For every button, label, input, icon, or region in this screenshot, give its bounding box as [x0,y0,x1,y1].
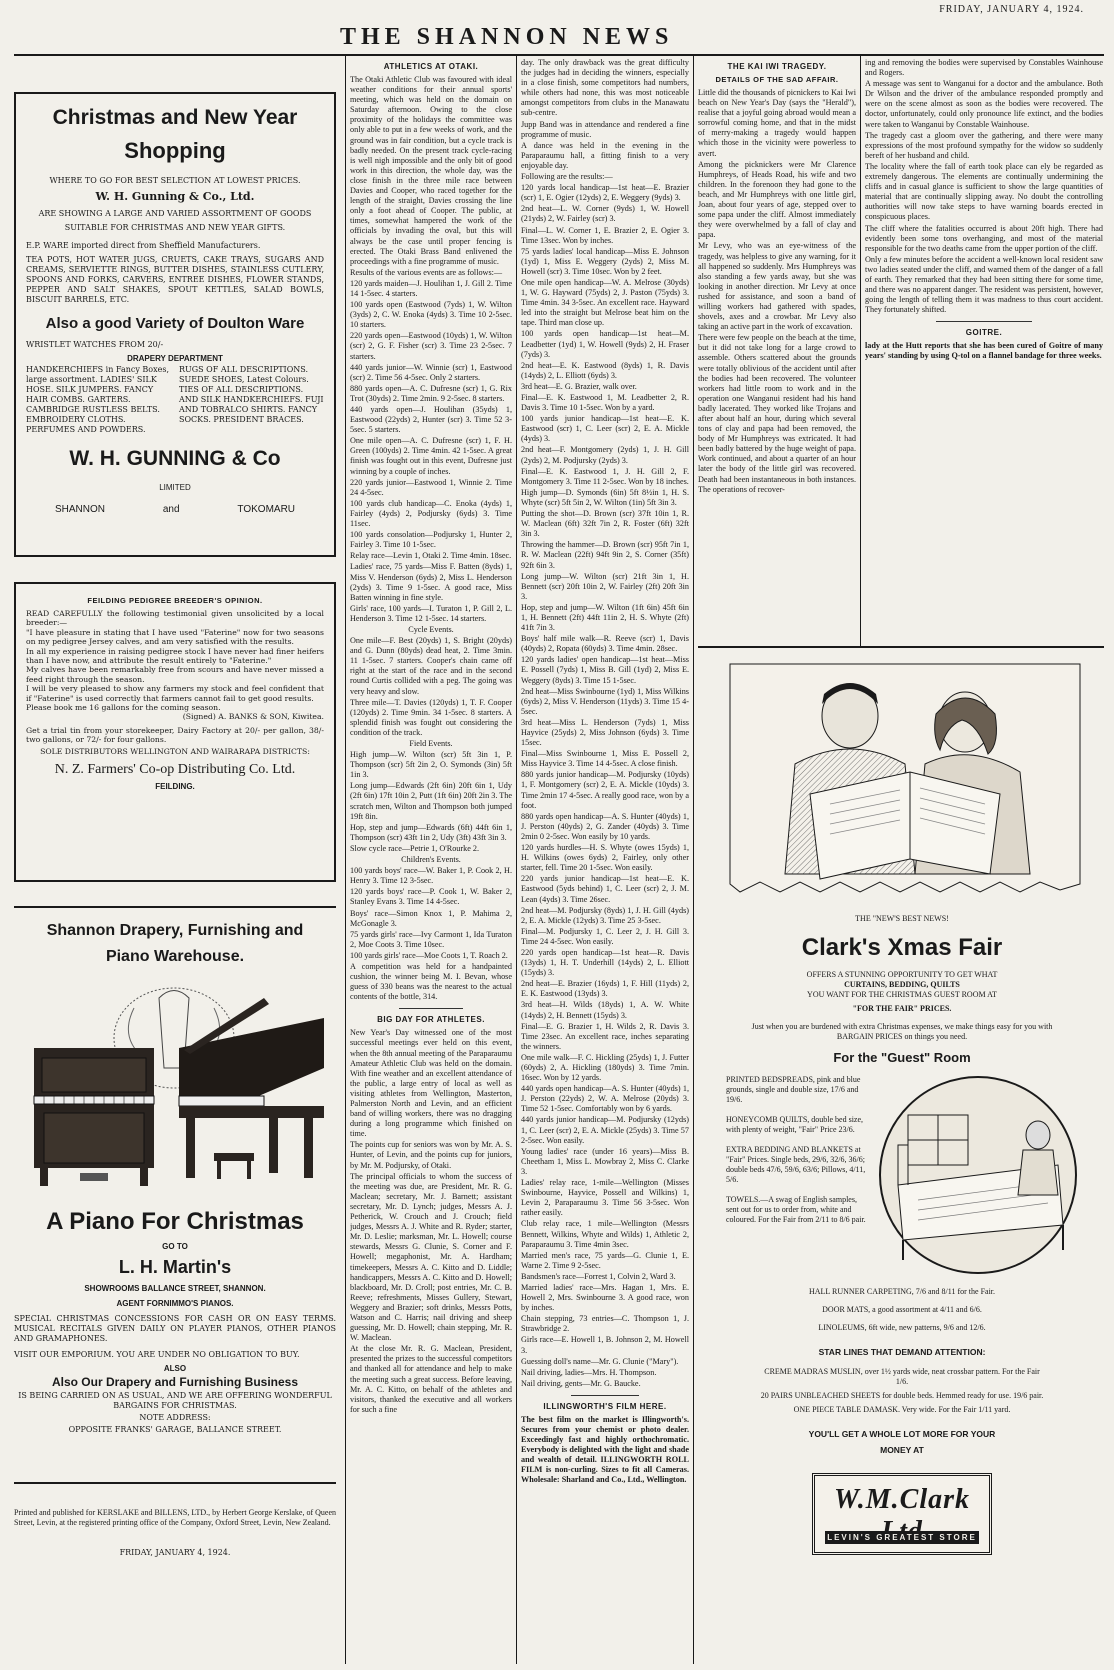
article-paragraph: 2nd heat—E. Brazier (16yds) 1, F. Hill (11yds) 2, E. K. Eastwood (13yds) 3. [521,979,689,999]
advert-text: SOLE DISTRIBUTORS WELLINGTON AND WAIRARAPA DISTRICTS: [40,746,310,756]
advert-place: FEILDING. [155,782,195,792]
article-paragraph: Final—E. K. Eastwood 1, M. Leadbetter 2, R. Davis 3. Time 10 1-5sec. Won by a yard. [521,393,689,413]
article-paragraph: day. The only drawback was the great difficulty the judges had in deciding the winners, especially in a close finish, some competitors had numbers, while others had none, this was most noticeable amongst competitors from clubs in the Manawatu sub-centre. [521,58,689,118]
article-paragraph: 220 yards junior handicap—1st heat—E. K. Eastwood (5yds behind) 1, C. Leer (scr) 2, J. M. Lean (4yds) 3. Time 26sec. [521,874,689,904]
advert-text: ARE SHOWING A LARGE AND VARIED ASSORTMENT OF GOODS [38,209,312,218]
advert-title: Piano Warehouse. [105,948,245,965]
article-athletics [350,58,512,1664]
article-paragraph: lady at the Hutt reports that she has been cured of Goitre of many years' standing by using Q-tol on a flannel bandage for three weeks. [865,341,1103,361]
article-paragraph: 100 yards boys' race—W. Baker 1, P. Cook 2, H. Henry 3. Time 12 3-5sec. [350,866,512,886]
advert-text: AGENT FORNIMMO'S PIANOS. [116,1299,234,1308]
advert-text: MONEY AT [880,1445,924,1455]
article-kai-iwi [698,58,856,630]
advert-firm: W. H. Gunning & Co., Ltd. [95,190,255,203]
article-paragraph: Married men's race, 75 yards—G. Clunie 1, E. Warne 2. Time 9 2-5sec. [521,1250,689,1270]
article-paragraph: 3rd heat—H. Wilds (18yds) 1, A. W. White (14yds) 2, H. Bennett (15yds) 3. [521,1000,689,1020]
article-headline: ILLINGWORTH'S FILM HERE. [543,1401,667,1411]
advert-piano [14,906,336,1484]
article-paragraph: 3rd heat—E. G. Brazier, walk over. [521,381,637,391]
advert-town: SHANNON [54,504,105,515]
advert-item: CREME MADRAS MUSLIN, over 1½ yards wide, neat crossbar pattern. For the Fair 1/6. [764,1367,1040,1386]
advert-guest-section [700,1075,1104,1275]
clark-logo-banner: LEVIN'S GREATEST STORE [825,1531,979,1544]
article-paragraph: 120 yards ladies' open handicap—1st heat—Miss E. Possell (7yds) 1, Miss B. Gill (1yd) 2, Miss E. Weggery (8yds) 3. Time 15 1-5sec. [521,655,689,685]
article-paragraph: Results of the various events are as follows:— [350,267,503,277]
advert-guest: For the "Guest" Room [833,1050,971,1065]
article-paragraph: The cliff where the fatalities occurred is about 20ft high. There had evidently been some tons overhanging, and most of the material responsible for the two deaths came from the upper portion of the cliff. [865,223,1103,253]
article-headline: GOITRE. [965,328,1003,338]
column-rule [345,56,346,1664]
imprint-date: FRIDAY, JANUARY 4, 1924. [119,1548,231,1557]
advert-drapery-list [26,365,324,435]
article-paragraph: 440 yards junior—W. Winnie (scr) 1, Eastwood (scr) 2. Time 56 4-5sec. Only 2 starters. [350,362,512,382]
article-paragraph: 2nd heat—E. K. Eastwood (8yds) 1, R. Davis (14yds) 2, L. Elliott (6yds) 3. [521,360,689,380]
article-paragraph: 440 yards open handicap—A. S. Hunter (40yds) 1, J. Perston (22yds) 2, W. A. Melrose (20yds) 3. Time 52 1-5sec. Comfortably won by 6 yards. [521,1084,689,1114]
advert-text: VISIT OUR EMPORIUM. YOU ARE UNDER NO OBLIGATION TO BUY. [14,1350,300,1359]
article-paragraph: The principal officials to whom the success of the meeting was due, are President, Mr. R. G. Maclean; secretary, Mr. J. Barnett; assistant secretary, Mr. D. Lynch; judges, Messrs A. J. Petherick, W. Crouch and J. Crouch; field judges, Messrs A. J. White and R. Ryder; starter, Mr. D. Leslie; marksman, Mr. L. Howell; course stewards, Messrs G. Clunie, S. Corner and F. Howell; megaphonist, Mr. A. Hardham; timekeepers, Messrs A. C. Kitto and D. Liddle; handicappers, Messrs A. C. Kitto and D. Howell; blackboard, Mr. D. Croll; post entries, Mr. C. B. Reeve; refreshments, Misses Gullery, Stewart, Weggery and Brazier; soft drinks, Messrs Potts, Watson and C. Harris; nail driving and sheep guessing, Mr. D. Howell; chain stepping, Mr. R. W. Maclean. [350,1171,512,1343]
advert-name: L. H. Martin's [118,1257,232,1277]
article-paragraph: A dance was held in the evening in the Paraparaumu hall, a fitting finish to a very enjoyable day. [521,140,689,170]
article-paragraph: There were few people on the beach at the time, but it did not take long for a large crowd to assemble. Others scattered about the grounds were totally oblivious of the accident until after the bodies had been recovered. The volunteer workers had little room to work and in the operation one Wanganui resident had his hand badly lacerated. They worked like Trojans and after about half an hour, during which several tons of clay and papa had been removed, the body of Mr Humphreys was extricated. It had been badly battered by the huge weight of papa. Work continued, and about a quarter of an hour later the body of the little girl was recovered. Death had been instantaneous in both instances. The operations of recover- [698,333,856,494]
piano-illustration [14,978,336,1198]
advert-item: 20 PAIRS UNBLEACHED SHEETS for double beds. Hemmed ready for use. 19/6 pair. [760,1391,1044,1400]
article-paragraph: Girls' race, 100 yards—I. Turaton 1, P. Gill 2, L. Henderson 3. Time 12 1-5sec. 14 starters. [350,603,512,623]
article-paragraph: 220 yards open handicap—1st heat—R. Davis (13yds) 1, H. T. Underhill (14yds) 2, L. Elliott (15yds) 3. [521,947,689,978]
article-paragraph: ing and removing the bodies were supervised by Constables Wainhouse and Rogers. [865,58,1103,78]
article-paragraph: 220 yards open—Eastwood (10yds) 1, W. Wilton (scr) 2, G. F. Fisher (scr) 3. Time 23 2-5sec. 7 starters. [350,331,512,361]
advert-text: CURTAINS, BEDDING, QUILTS [844,980,960,989]
article-paragraph: At the close Mr. R. G. Maclean, President, presented the prizes to the successful competitors and thanked all for attendance and help to make the meeting such a great success. Before leaving, Mr. A. C. Kitto, on behalf of the athletes and visitors, thanked the executive and all workers for such a fine [350,1344,512,1414]
column-rule [516,56,517,1664]
article-paragraph: One mile open—A. C. Dufresne (scr) 1, F. H. Green (100yds) 2. Time 4min. 42 1-5sec. A great finish was fought out in this event, Dufresne just winning by a couple of inches. [350,436,512,476]
article-paragraph: Ladies' race, 75 yards—Miss F. Batten (8yds) 1, Miss V. Henderson (6yds) 2, Miss L. Henderson (2yds) 3. Time 9 1-5sec. A good race, Miss Batten winning in fine style. [350,562,512,602]
article-paragraph: Following are the results:— [521,172,613,182]
masthead-date: FRIDAY, JANUARY 4, 1924. [939,4,1084,15]
article-paragraph: 100 yards open (Eastwood (7yds) 1, W. Wilton (3yds) 2, C. W. Enoka (4yds) 3. Time 10 2-5sec. 10 starters. [350,300,512,330]
advert-doulton: Also a good Variety of Doulton Ware [45,315,305,332]
advert-text: SUITABLE FOR CHRISTMAS AND NEW YEAR GIFTS. [64,223,286,232]
advert-text: "FOR THE FAIR" PRICES. [852,1004,952,1013]
article-paragraph: The Otaki Athletic Club was favoured with ideal weather conditions for their annual sports' meeting, which was held on the domain on Saturday afternoon. Owing to the close proximity of the holidays the committee was only able to put in a few weeks of work, and the ground was in fair condition, but a cycle track is badly needed. On the present track cycle-racing is well nigh impossible and the only bit of good work in this direction, the whole day, was the close finish in the three mile race between Davies and Cooper, who raced together for the length of the straight, Davies crossing the line only a foot ahead of Cooper. The public, at times, somewhat hampered the work of the officials by invading the oval, but this will always be the case until proper fencing is erected. The Otaki Brass Band enlivened the proceedings with a fine programme of music. [350,75,512,266]
article-paragraph: 440 yards junior handicap—M. Podjursky (12yds) 1, C. Leer (scr) 2, E. A. Mickle (25yds) 3. Time 57 2-5sec. Won easily. [521,1115,689,1145]
masthead [0,0,1114,50]
advert-item: DOOR MATS, a good assortment at 4/11 and 6/6. [822,1305,982,1314]
advert-text: WRISTLET WATCHES FROM 20/- [26,340,164,349]
advert-text: HANDKERCHIEFS in Fancy Boxes, large assortment. LADIES' SILK HOSE. SILK JUMPERS. FANCY HAIR COMBS. GARTERS. CAMBRIDGE RUSTLESS BELTS. EMBROIDERY CLOTHS. PERFUMES AND POWDERS. [26,365,169,434]
advert-text: TEA POTS, HOT WATER JUGS, CRUETS, CAKE TRAYS, SUGARS AND CREAMS, SERVIETTE RINGS, BUTTER DISHES, STAINLESS CUTLERY, SPOONS AND FORKS, CARVERS, ENTREE DISHES, FLOWER STANDS, PEPPER AND SALT SHAKES, SPOUT KETTLES, SALAD BOWLS, BISCUIT BARRELS, ETC. [26,255,324,304]
article-paragraph: 120 yards hurdles—H. S. Whyte (owes 15yds) 1, H. Wilkins (owes 6yds) 2, Fairley, only other starter, fell. Time 20 1-5sec. Won easily. [521,843,689,873]
advert-text: I will be very pleased to show any farmers my stock and feel confident that if "Faterine" is used correctly that farmers cannot fail to get good results. [26,684,324,703]
article-paragraph: Final—Miss Swinbourne 1, Miss E. Possell 2, Miss Hayvice 3. Time 14 4-5sec. A close finish. [521,749,689,769]
article-paragraph: 880 yards open—A. C. Dufresne (scr) 1, G. Rix Trot (30yds) 2. Time 2min. 9 2-5sec. 8 starters. [350,383,512,403]
advert-also: Also Our Drapery and Furnishing Business [51,1375,299,1389]
imprint-text: Printed and published for KERSLAKE and BILLENS, LTD., by Herbert George Kerslake, of Queen Street, Levin, at the registered printing office of the Company, Oxford Street, Levin, New Zealand. [14,1508,336,1527]
article-paragraph: 880 yards junior handicap—M. Podjursky (10yds) 1, F. Montgomery (scr) 2, E. A. Mickle (10yds) 3. Time 2min 17 4-5sec. A really good race, won by a foot. [521,770,689,810]
article-paragraph: Slow cycle race—Petrie 1, O'Rourke 2. [350,843,480,853]
article-paragraph: Boys' half mile walk—R. Reeve (scr) 1, Davis (40yds) 2, Ropata (60yds) 3. Time 4min. 28sec. [521,634,689,654]
article-paragraph: Among the picknickers were Mr Clarence Humphreys, of Heads Road, his wife and two children. In the forenoon they had gone to the beach, and Mr Humphreys with one little girl, Joan, about four years of age, stepped over to some papa under the cliff. Almost immediately they were overwhelmed by a fall of clay and papa. [698,159,856,240]
advert-town: and [162,504,180,515]
advert-towns [26,504,324,515]
advert-item: ONE PIECE TABLE DAMASK. Very wide. For the Fair 1/11 yard. [793,1405,1011,1414]
article-paragraph: Nail driving, gents—Mr. G. Baucke. [521,1378,641,1388]
advert-subhead: STAR LINES THAT DEMAND ATTENTION: [818,1347,986,1357]
masthead-rule [14,54,1104,56]
article-paragraph: Final—M. Podjursky 1, C. Leer 2, J. H. Gill 3. Time 24 4-5sec. Won easily. [521,926,689,946]
article-paragraph: 120 yards boys' race—P. Cook 1, W. Baker 2, Stanley Evans 3. Time 14 4-5sec. [350,887,512,907]
article-paragraph: One mile walk—F. C. Hickling (25yds) 1, J. Futter (60yds) 2, A. Hickling (180yds) 3. Time 7min. 16sec. Won by 12 yards. [521,1052,689,1083]
advert-text: SPECIAL CHRISTMAS CONCESSIONS FOR CASH OR ON EASY TERMS. MUSICAL RECITALS GIVEN DAILY ON PLAYER PIANOS, OTHER PIANOS AND GRAMAPHONES. [14,1314,336,1343]
article-paragraph: 100 yards girls' race—Moe Coots 1, T. Roach 2. [350,950,508,960]
advert-text: YOU'LL GET A WHOLE LOT MORE FOR YOUR [808,1429,996,1439]
article-paragraph: 100 yards open handicap—1st heat—M. Leadbetter (1yd) 1, W. Howell (9yds) 2, H. Fraser (7yds) 3. [521,329,689,359]
advert-subhead: DRAPERY DEPARTMENT [127,354,223,363]
article-paragraph: Ladies' relay race, 1-mile—Wellington (Misses Swinbourne, Hayvice, Possell and Wilkins) 1, Levin 2, Paraparaumu 3. Time 56 3-5sec. Won rather easily. [521,1178,689,1218]
article-paragraph: 2nd heat—M. Podjursky (8yds) 1, J. H. Gill (4yds) 2, E. A. Mickle (12yds) 3. Time 25 3-5sec. [521,905,689,925]
clark-logo [812,1473,992,1555]
article-headline: BIG DAY FOR ATHLETES. [377,1015,485,1025]
advert-item: TOWELS.—A swag of English samples, sent out for us to order from, white and coloured. For the Fair from 2/11 to 8/6 pair. [726,1195,866,1224]
article-paragraph: Nail driving, ladies—Mrs. H. Thompson. [521,1367,657,1377]
article-paragraph: High jump—D. Symonds (6in) 5ft 8½in 1, H. S. Whyte (scr) 5ft 5in 2, W. Wilton (1in) 5ft 3in 3. [521,487,689,507]
article-paragraph: A competition was held for a handpainted cushion, the winner being M. I. Bevan, whose guess of 330 beans was the nearest to the actual contents of the bottle, 314. [350,961,512,1002]
article-paragraph: Three mile—T. Davies (120yds) 1, T. F. Cooper (120yds) 2. Time 9min. 34 1-5sec. 8 starters. A splendid finish was fought out considering the condition of the track. [350,697,512,737]
advert-title: Clark's Xmas Fair [801,934,1003,961]
article-paragraph: The locality where the fall of earth took place can ely be regarded as extremely dangerous. The elements are continually undermining the cliffs and in casual glance is sufficient to show the large quantities of material that are continually slipping away. No doubt the controlling authorities will now take steps to have warning boards erected in conspicuous places. [865,161,1103,222]
advert-title: Shannon Drapery, Furnishing and [46,922,304,939]
article-paragraph: Hop, step and jump—Edwards (6ft) 44ft 6in 1, Thompson (scr) 43ft 1in 2, Udy (3ft) 43ft 3in 3. [350,822,512,842]
article-subhead: Field Events. [409,739,453,748]
advert-item: PRINTED BEDSPREADS, pink and blue grounds, single and double size, 17/6 and 19/6. [726,1075,861,1104]
article-paragraph: Final—L. W. Corner 1, E. Brazier 2, E. Ogier 3. Time 13sec. Won by inches. [521,225,689,245]
advert-text: Get a trial tin from your storekeeper, Dairy Factory at 20/- per gallon, 38/- two gallons, or 72/- for four gallons. [26,725,324,745]
advert-title: Christmas and New Year [52,106,298,129]
article-paragraph: Bandsmen's race—Forrest 1, Colvin 2, Ward 3. [521,1271,676,1281]
article-subhead: Cycle Events. [408,624,454,634]
article-paragraph: 75 yards ladies' local handicap—Miss E. Johnson (1yd) 1, Miss E. Weggery (2yds) 2, Miss M. Howell (scr) 3. Time 10sec. Won by 2 feet. [521,246,689,276]
advert-text: GO TO [162,1242,188,1251]
article-subheadline: DETAILS OF THE SAD AFFAIR. [715,75,839,84]
article-paragraph: Final—E. G. Brazier 1, H. Wilds 2, R. Davis 3. Time 23sec. An excellent race, inches separating the winners. [521,1021,689,1051]
advert-text: OFFERS A STUNNING OPPORTUNITY TO GET WHAT [806,970,998,979]
advert-headline: A Piano For Christmas [46,1208,304,1235]
advert-faterine [14,582,336,882]
divider [936,321,1031,322]
advert-body [26,609,324,756]
article-paragraph: 3rd heat—Miss L. Henderson (7yds) 1, Miss Hayvice (25yds) 2, Miss Johnson (6yds) 3. Time 15sec. [521,717,689,748]
article-paragraph: Putting the shot—D. Brown (scr) 37ft 10in 1, R. W. Maclean (6ft) 32ft 7in 2, R. Foster (6ft) 32ft 3in 3. [521,509,689,539]
divider [571,1395,638,1396]
article-paragraph: 880 yards open handicap—A. S. Hunter (40yds) 1, J. Perston (40yds) 2, G. Zander (40yds) 3. Time 2min 0 2-5sec. Won easily by 10 yards. [521,811,689,841]
article-paragraph: A message was sent to Wanganui for a doctor and the ambulance. Both Dr Wilson and the driver of the ambulance responded promptly and were on the scene almost as soon as the bodies were recovered. The doctor, unfortunately, could only pronounce life extinct, and the bodies were taken to Wanganui by Constable Wainhouse. [865,79,1103,129]
article-paragraph: Only a few minutes before the accident a well-known local resident saw two ladies seated under the cliff, and warned them of the danger of a fall of earth. They remarked that they had been sitting there for some time, and there was no apparent danger. The resident was persistent, however, going the length of telling them it was madness to thus court accident. They fortunately shifted. [865,254,1103,315]
article-paragraph: 2nd heat—F. Montgomery (2yds) 1, J. H. Gill (2yds) 2, M. Podjursky (2yds) 3. [521,445,689,465]
article-paragraph: 120 yards maiden—J. Houlihan 1, J. Gill 2. Time 14 1-5sec. 4 starters. [350,278,512,298]
article-kai-iwi-continued [865,58,1103,630]
section-rule [698,646,1104,648]
advert-clark [700,654,1104,1664]
article-paragraph: Relay race—Levin 1, Otaki 2. Time 4min. 18sec. [350,551,512,561]
article-paragraph: Hop, step and jump—W. Wilton (1ft 6in) 45ft 6in 1, H. Bennett (2ft) 44ft 11in 2, H. S. Whyte (2ft) 41ft 7in 3. [521,602,689,633]
article-paragraph: 220 yards junior—Eastwood 1, Winnie 2. Time 24 4-5sec. [350,477,512,497]
masthead-title: THE SHANNON NEWS [340,24,674,50]
article-paragraph: Jupp Band was in attendance and rendered a fine programme of music. [521,119,689,139]
advert-gunning [14,92,336,557]
clark-logo-text: W.M.Clark [833,1484,971,1515]
article-headline: THE KAI IWI TRAGEDY. [727,62,827,71]
article-paragraph: Young ladies' race (under 16 years)—Miss B. Cheetham 1, Miss L. Mowbray 2, Miss C. Clarke 3. [521,1146,689,1176]
couple-reading-illustration [700,654,1104,904]
advert-text: Just when you are burdened with extra Christmas expenses, we make things easy for you with BARGAIN PRICES on things you need. [751,1022,1053,1041]
article-paragraph: Final—E. K. Eastwood 1, J. H. Gill 2, F. Montgomery 3. Time 11 2-5sec. Won by 18 inches. [521,466,689,486]
advert-text: READ CAREFULLY the following testimonial given unsolicited by a local breeder:— [26,609,324,628]
advert-title: Shopping [124,138,226,163]
advert-item-list [726,1075,866,1275]
article-paragraph: Long jump—Edwards (2ft 6in) 20ft 6in 1, Udy (2ft 6in) 17ft 10in 2, Putt (1ft 6in) 20ft 2in 3. The scratch men, Wilton and Thompson both jumped 19ft 8in. [350,781,512,821]
upright-piano [34,1048,154,1186]
article-paragraph: Little did the thousands of picnickers to Kai Iwi beach on New Year's Day (says the "Herald"), realise that a joyful going abroad would mean a sorrowful coming home, and that in the midst of merry-making a tragedy would happen which those in the vicinity were powerless to avert. [698,88,856,158]
article-paragraph: 120 yards local handicap—1st heat—E. Brazier (scr) 1, E. Ogier (12yds) 2, E. Weggery (9yds) 3. [521,183,689,203]
article-subhead: Children's Events. [401,855,461,865]
advert-text: ALSO [163,1364,187,1373]
advert-text: WHERE TO GO FOR BEST SELECTION AT LOWEST PRICES. [49,176,301,185]
article-paragraph: New Year's Day witnessed one of the most successful meetings ever held on this event, when the 8th annual meeting of the Paraparaumu Amateur Athletic Club was held on the domain. With fine weather and an excellent attendance of the public, a large entry of local as well as visiting athletes from Wellington, Masterton, Palmerston North and Levin, and an efficient band of willing workers, there was no dragging during a long programme which finished on time. [350,1028,512,1139]
article-paragraph: Married ladies' race—Mrs. Hagan 1, Mrs. E. Howell 2, Mrs. Swinbourne 3. A good race, won by inches. [521,1282,689,1313]
advert-item: HALL RUNNER CARPETING, 7/6 and 8/11 for the Fair. [808,1287,996,1296]
article-paragraph: 100 yards junior handicap—1st heat—E. K. Eastwood (scr) 1, C. Leer (scr) 2, E. A. Mickle (4yds) 3. [521,414,689,444]
advert-text: "I have pleasure in stating that I have used "Faterine" now for two seasons on my pedigree Jersey calves, and am very satisfied with the results. [26,627,324,647]
advert-text: Please book me 16 gallons for the coming season. [26,703,221,713]
article-paragraph: 100 yards consolation—Podjursky 1, Hunter 2, Fairley 3. Time 10 1-5sec. [350,530,512,550]
advert-item: EXTRA BEDDING AND BLANKETS at "Fair" Prices. Single beds, 29/6, 32/6, 36/6; double beds 47/6, 59/6, 63/6; Pillows, 4/11, 5/6. [726,1145,866,1184]
advert-text: IS BEING CARRIED ON AS USUAL, AND WE ARE OFFERING WONDERFUL BARGAINS FOR CHRISTMAS. [18,1391,332,1410]
article-paragraph: Mr Levy, who was an eye-witness of the tragedy, was helpless to give any warning, for it all happened so suddenly. Mrs Humphreys was also standing a few yards away, but she was looking in another direction. Mr Levy at once rushed for assistance, and soon a band of willing workers had gathered with spades, shovels, axes and a crowbar. Mr Levy also taking an active part in the work of excavation. [698,241,856,332]
article-paragraph: The best film on the market is Illingworth's. Secures from your chemist or photo dealer. Exceedingly fast and highly orthochromatic. Everybody is delighted with the light and shade and wealth of detail. ILLINGWORTH ROLL FILM is non-curling. Sizes to fit all Cameras. Wholesale: Sharland and Co., Ltd., Wellington. [521,1414,689,1485]
advert-head: FEILDING PEDIGREE BREEDER'S OPINION. [87,596,263,605]
article-results [521,58,689,1664]
article-paragraph: The tragedy cast a gloom over the gathering, and there were many expressions of the most profound sympathy for the widow so suddenly bereft of her husband and child. [865,130,1103,160]
advert-brand: W. H. GUNNING & Co [69,447,281,470]
article-paragraph: Girls race—E. Howell 1, B. Johnson 2, M. Howell 3. [521,1335,689,1355]
article-paragraph: 2nd heat—Miss Swinbourne (1yd) 1, Miss Wilkins (6yds) 2, Miss V. Henderson (11yds) 3. Time 15 4-5sec. [521,686,689,716]
advert-town: TOKOMARU [237,504,296,515]
imprint [14,1508,336,1558]
advert-text: YOU WANT FOR THE CHRISTMAS GUEST ROOM AT [807,990,997,999]
advert-company: N. Z. Farmers' Co-op Distributing Co. Ltd. [54,762,296,778]
advert-tagline: THE "NEW'S BEST NEWS! [855,914,949,923]
article-paragraph: One mile open handicap—W. A. Melrose (30yds) 1, W. G. Hayward (75yds) 2, J. Paston (75yds) 3. Time 4min. 34 3-5sec. An excellent race. Hayward led into the straight but Melrose beat him on the tape. Third man close up. [521,277,689,328]
advert-text: LIMITED [159,483,191,492]
column-rule [693,56,694,1664]
advert-text: OPPOSITE FRANKS' GARAGE, BALLANCE STREET. [68,1425,282,1434]
article-paragraph: 2nd heat—L. W. Corner (9yds) 1, W. Howell (21yds) 2, W. Fairley (scr) 3. [521,204,689,224]
article-paragraph: Chain stepping, 73 entries—C. Thompson 1, J. Strawbridge 2. [521,1314,689,1334]
advert-signature: (Signed) A. BANKS & SON, Kiwitea. [182,712,324,722]
advert-text: RUGS OF ALL DESCRIPTIONS. SUEDE SHOES, Latest Colours. TIES OF ALL DESCRIPTIONS. AND SILK HANDKERCHIEFS. FUJI AND TOBRALCO SHIRTS. FANCY SOCKS. PRESIDENT BRACES. [179,365,324,424]
article-headline: ATHLETICS AT OTAKI. [383,62,479,71]
article-paragraph: Club relay race, 1 mile—Wellington (Messrs Bennett, Wilkins, Whyte and Wilds) 1, Athletic 2, Paraparaumu 3. Time 4min 3sec. [521,1219,689,1249]
advert-text: NOTE ADDRESS: [139,1413,211,1422]
advert-clark-copy [700,914,1104,1555]
article-paragraph: The points cup for seniors was won by Mr. A. S. Hunter, of Levin, and the points cup for juniors, by Mr. M. Podjursky, of Otaki. [350,1140,512,1170]
article-paragraph: Long jump—W. Wilton (scr) 21ft 3in 1, H. Bennett (scr) 20ft 10in 2, W. Fairley (2ft) 20ft 3in 3. [521,571,689,601]
advert-text: E.P. WARE imported direct from Sheffield Manufacturers. [26,241,261,250]
article-paragraph: Throwing the hammer—D. Brown (scr) 95ft 7in 1, R. W. Maclean (22ft) 94ft 9in 2, S. Corner (35ft) 92ft 6in 3. [521,540,689,570]
bedroom-illustration [878,1075,1078,1275]
advert-item: HONEYCOMB QUILTS, double bed size, with plenty of weight, "Fair" Price 23/6. [726,1115,864,1134]
advert-text: SHOWROOMS BALLANCE STREET, SHANNON. [84,1284,266,1293]
advert-item: LINOLEUMS, 6ft wide, new patterns, 9/6 and 12/6. [818,1323,986,1332]
article-paragraph: High jump—W. Wilton (scr) 5ft 3in 1, P. Thompson (scr) 5ft 2in 2, O. Symonds (3in) 5ft 1in 3. [350,750,512,780]
grand-piano [179,998,324,1178]
column-rule [860,56,861,646]
article-paragraph: One mile—F. Best (20yds) 1, S. Bright (20yds) and G. Dunn (80yds) dead heat, 2. Time 3min. 11 1-5sec. 7 starters. Cooper's chain came off right at the start of the race and in the second round Curtis collided with a peg. The going was very heavy and slow. [350,636,512,696]
article-paragraph: 100 yards club handicap—C. Enoka (4yds) 1, Fairley (4yds) 2, Podjursky (6yds) 3. Time 11sec. [350,498,512,529]
advert-text: My calves have been remarkably free from scours and have never missed a feed right through the season. [26,665,324,684]
article-paragraph: Guessing doll's name—Mr. G. Clunie ("Mary"). [521,1356,679,1366]
divider [399,1008,464,1009]
advert-piano-copy [14,1208,336,1435]
article-paragraph: Boys' race—Simon Knox 1, P. Mahima 2, McGonagle 3. [350,908,512,928]
article-paragraph: 440 yards open—J. Houlihan (35yds) 1, Eastwood (22yds) 2, Hunter (scr) 3. Time 52 3-5sec. 5 starters. [350,405,512,435]
advert-text: In all my experience in raising pedigree stock I have never had finer heifers than I have now, and attribute the result entirely to "Faterine." [26,646,324,666]
article-paragraph: 75 yards girls' race—Ivy Carmont 1, Ida Turaton 2, Moe Coots 3. Time 10sec. [350,929,512,949]
